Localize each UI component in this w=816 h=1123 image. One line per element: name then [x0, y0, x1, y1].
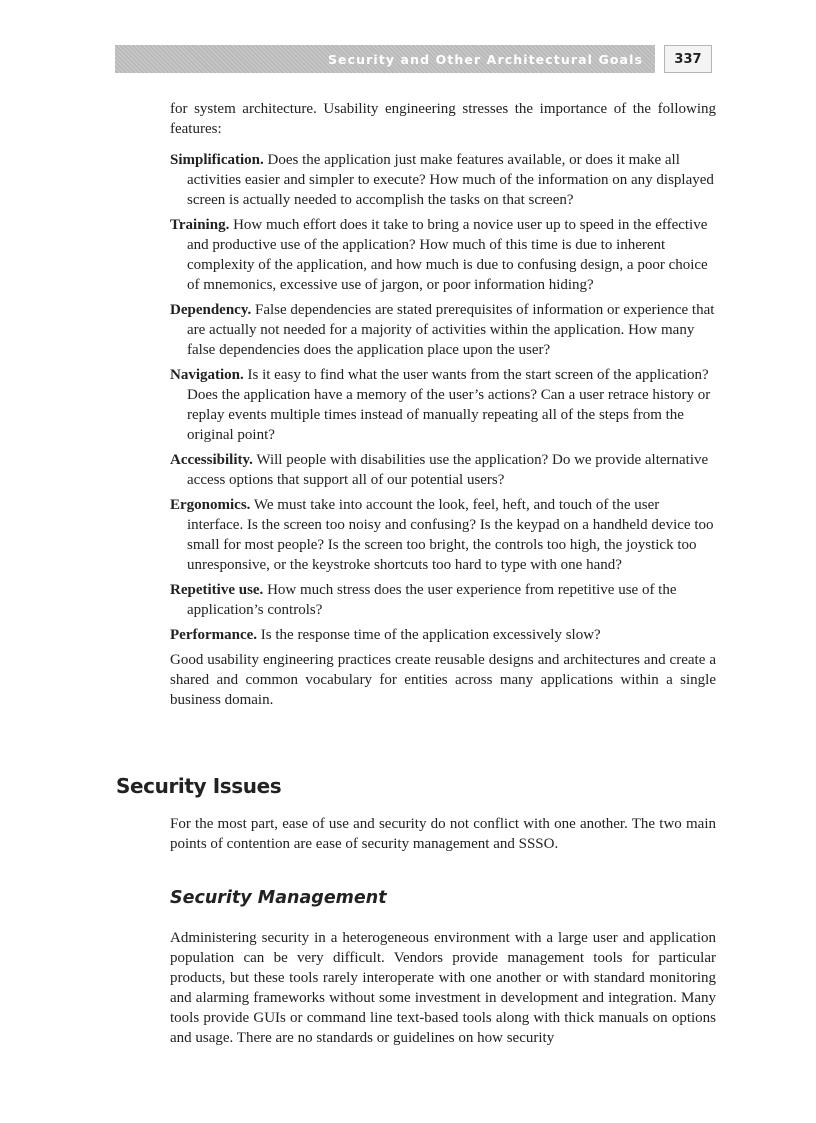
running-title: Security and Other Architectural Goals: [327, 51, 643, 67]
closing-paragraph: Good usability engineering practices create reusable designs and architectures and create a shared and common vocabulary for entities across many applications within a single business domain.: [170, 652, 716, 708]
feature-text: How much stress does the user experience from repetitive use of the application’s controls?: [187, 582, 677, 618]
subsection-paragraph: Administering security in a heterogeneous environment with a large user and application population can be very difficult. Vendors provide management tools for particular products, but these tools rarely interoperate with one another or with standard monitoring and alarming frameworks without some investment in development and integration. Many tools provide GUIs or command line text-based tools along with thick manuals on options and usage. There are no standards or guidelines on how security: [170, 930, 716, 1046]
feature-term: Dependency.: [170, 302, 252, 318]
feature-term: Accessibility.: [170, 452, 253, 468]
feature-repetitive-use: [170, 580, 716, 620]
page-number: 337: [674, 51, 702, 67]
intro-paragraph: for system architecture. Usability engineering stresses the importance of the following features:: [170, 101, 716, 137]
feature-term: Training.: [170, 217, 230, 233]
feature-term: Navigation.: [170, 367, 244, 383]
page-number-box: [664, 45, 712, 73]
feature-dependency: [170, 300, 716, 360]
feature-training: [170, 215, 716, 295]
feature-text: Is the response time of the application excessively slow?: [260, 627, 601, 643]
feature-navigation: [170, 365, 716, 445]
feature-text: Is it easy to find what the user wants from the start screen of the application? Does the application have a memory of the user’s actions? Can a user retrace history or replay events multiple times instead of manually repeating all of the steps from the original point?: [187, 367, 711, 443]
feature-text: We must take into account the look, feel, heft, and touch of the user interface. Is the screen too noisy and confusing? Is the keypad on a handheld device too small for most people? Is the screen too bright, the controls too high, the joystick too unresponsive, or the keystroke shortcuts too hard to type with one hand?: [187, 497, 714, 573]
section-paragraph: For the most part, ease of use and security do not conflict with one another. The two main points of contention are ease of security management and SSSO.: [170, 816, 716, 852]
feature-text: Will people with disabilities use the application? Do we provide alternative access options that support all of our potential users?: [187, 452, 709, 488]
feature-term: Performance.: [170, 627, 258, 643]
subsection-heading: Security Management: [170, 888, 387, 908]
feature-text: False dependencies are stated prerequisites of information or experience that are actually not needed for a majority of activities within the application. How many false dependencies does the application place upon the user?: [187, 302, 715, 358]
body-text: [170, 99, 716, 721]
feature-term: Ergonomics.: [170, 497, 251, 513]
section-heading: Security Issues: [116, 774, 282, 798]
feature-text: Does the application just make features available, or does it make all activities easier and simpler to execute? How much of the information on any displayed screen is actually needed to accomplish the tasks on that screen?: [187, 152, 714, 208]
feature-simplification: [170, 150, 716, 210]
feature-performance: [170, 625, 716, 645]
feature-text: How much effort does it take to bring a novice user up to speed in the effective and productive use of the application? How much of this time is due to inherent complexity of the application, and how much is due to confusing design, a poor choice of mnemonics, excessive use of jargon, or poor information hiding?: [187, 217, 708, 293]
feature-ergonomics: [170, 495, 716, 575]
feature-term: Repetitive use.: [170, 582, 264, 598]
feature-term: Simplification.: [170, 152, 264, 168]
running-header: [115, 45, 655, 73]
feature-accessibility: [170, 450, 716, 490]
